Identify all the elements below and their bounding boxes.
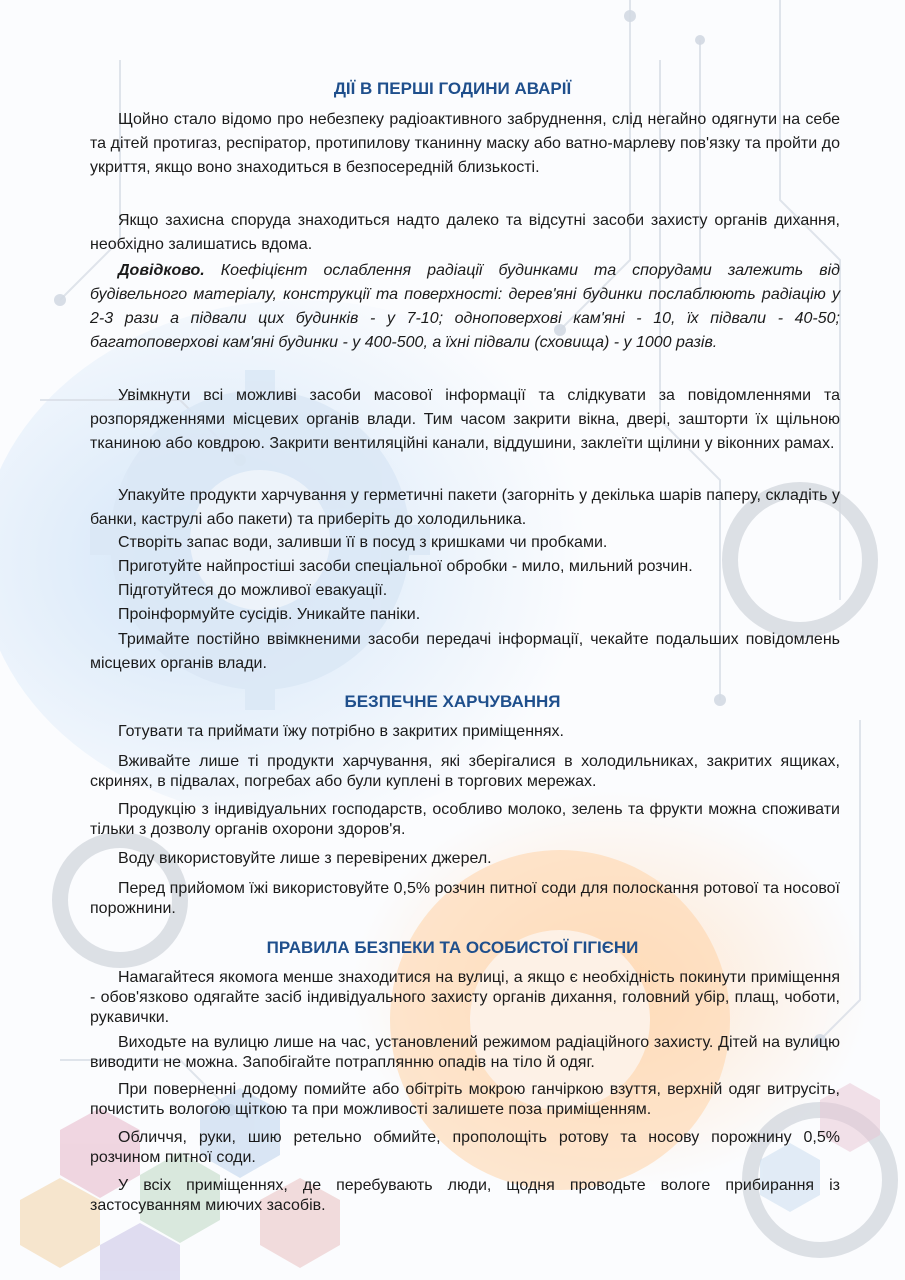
- paragraph: Створіть запас води, заливши її в посуд з кришками чи пробками.: [118, 534, 608, 551]
- paragraph: Виходьте на вулицю лише на час, установлений режимом радіаційного захисту. Дітей на вулицю виводити не можна. Запобігайте потраплянню опадів на тіло й одяг.: [90, 1034, 840, 1071]
- section-heading-accident: ДІЇ В ПЕРШІ ГОДИНИ АВАРІЇ: [333, 79, 572, 98]
- paragraph: Увімкнути всі можливі засоби масової інформації та слідкувати за повідомленнями та розпорядженнями місцевих органів влади. Тим часом закрити вікна, двері, зашторти їх щільною тканиною або ковдрою. Закрити вентиляційні канали, віддушини, заклеїти щілини у віконних рамах.: [90, 387, 840, 452]
- reference-text: Коефіцієнт ослаблення радіації будинками та спорудами залежить від будівельного матеріалу, конструкції та поверхності: дерев'яні будинки послаблюють радіацію у 2-3 рази а підвали цих будинків - у 7-10; одноповерхові кам'яні - 10, їх підвали - 40-50; багатоповерхові кам'яні будинки - у 400-500, а їхні підвали (сховища) - у 1000 разів.: [90, 262, 841, 351]
- paragraph: Готувати та приймати їжу потрібно в закритих приміщеннях.: [118, 723, 564, 740]
- paragraph: Перед прийомом їжі використовуйте 0,5% розчин питної соди для полоскання ротової та носової порожнини.: [90, 880, 840, 917]
- paragraph: Намагайтеся якомога менше знаходитися на вулиці, а якщо є необхідність покинути приміщення - обов'язково одягайте засіб індивідуального захисту органів дихання, головний убір, плащ, чоботи, рукавички.: [90, 969, 840, 1026]
- paragraph: Проінформуйте сусідів. Уникайте паніки.: [118, 606, 421, 623]
- paragraph: Щойно стало відомо про небезпеку радіоактивного забруднення, слід негайно одягнути на себе та дітей протигаз, респіратор, протипилову тканинну маску або ватно-марлеву пов'язку та пройти до укриття, якщо воно знаходиться в безпосередній близькості.: [90, 111, 840, 176]
- paragraph: Підготуйтеся до можливої евакуації.: [118, 582, 388, 599]
- paragraph: При поверненні додому помийте або обітріть мокрою ганчіркою взуття, верхній одяг витрусіть, почистить вологою щіткою та при можливості залишете поза приміщенням.: [90, 1081, 840, 1118]
- paragraph: Приготуйте найпростіші засоби спеціальної обробки - мило, мильний розчин.: [118, 558, 693, 575]
- reference-label: Довідково.: [118, 262, 205, 279]
- paragraph: Вживайте лише ті продукти харчування, які зберігалися в холодильниках, закритих ящиках, скринях, в підвалах, погребах або були куплені в торгових мережах.: [90, 753, 840, 790]
- paragraph: Продукцію з індивідуальних господарств, особливо молоко, зелень та фрукти можна споживати тільки з дозволу органів охорони здоров'я.: [90, 801, 840, 838]
- paragraph: Воду використовуйте лише з перевірених джерел.: [118, 850, 492, 867]
- section-heading-food: БЕЗПЕЧНЕ ХАРЧУВАННЯ: [344, 692, 561, 711]
- paragraph: У всіх приміщеннях, де перебувають люди, щодня проводьте вологе прибирання із застосуванням миючих засобів.: [90, 1177, 840, 1214]
- paragraph: Упакуйте продукти харчування у герметичні пакети (загорніть у декілька шарів паперу, складіть у банки, каструлі або пакети) та приберіть до холодильника.: [90, 487, 840, 528]
- paragraph: Тримайте постійно ввімкненими засоби передачі інформації, чекайте подальших повідомлень місцевих органів влади.: [90, 631, 840, 672]
- reference-paragraph: [90, 259, 840, 355]
- section-heading-hygiene: ПРАВИЛА БЕЗПЕКИ ТА ОСОБИСТОЇ ГІГІЄНИ: [266, 938, 639, 957]
- paragraph: Якщо захисна споруда знаходиться надто далеко та відсутні засоби захисту органів дихання, необхідно залишатись вдома.: [90, 212, 840, 253]
- paragraph: Обличчя, руки, шию ретельно обмийте, прополощіть ротову та носову порожнину 0,5% розчином питної соди.: [90, 1129, 840, 1166]
